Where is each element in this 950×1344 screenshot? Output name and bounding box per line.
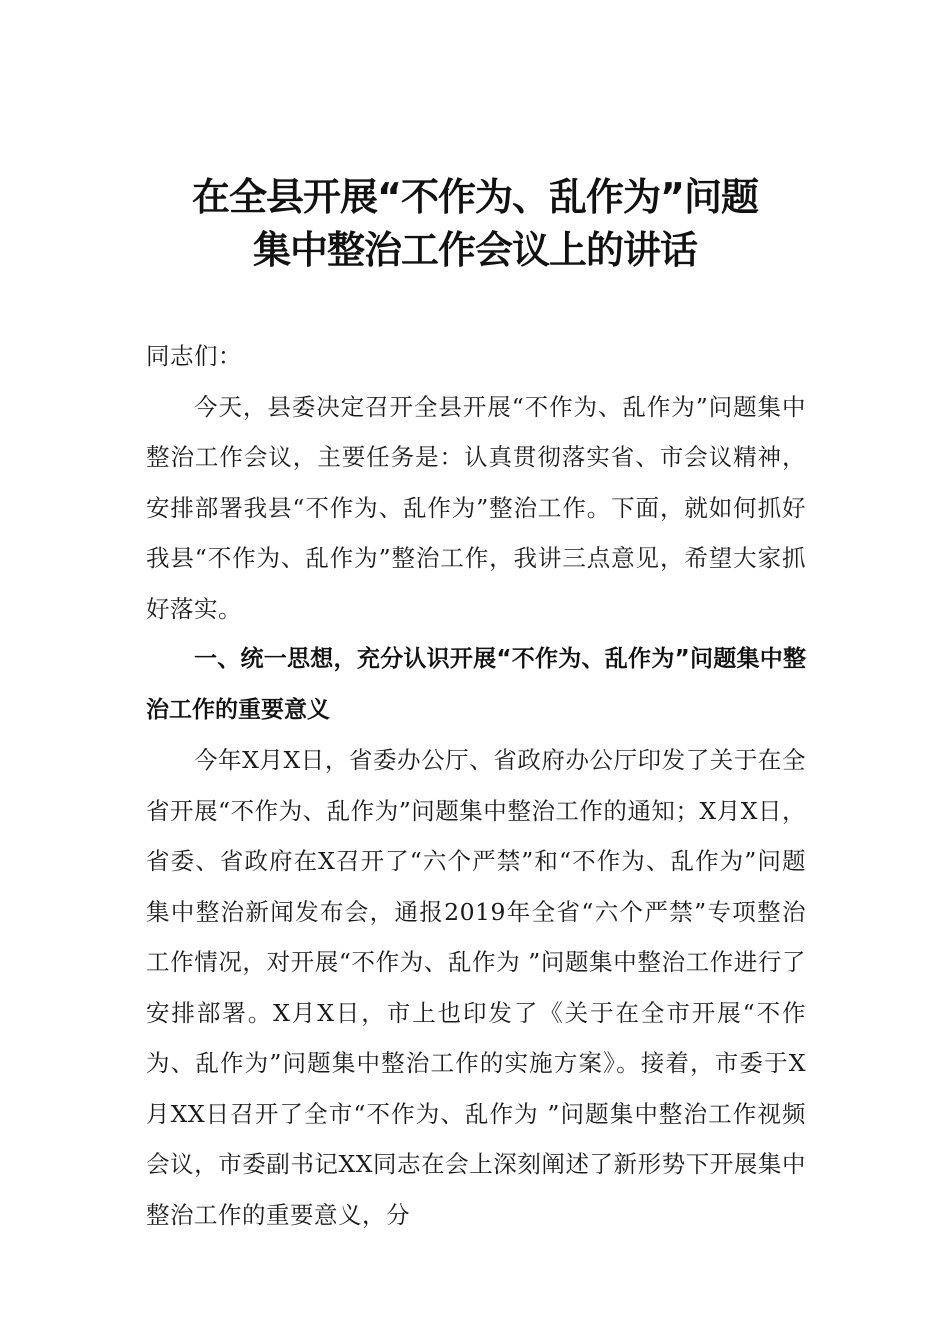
paragraph-intro: 今天，县委决定召开全县开展“不作为、乱作为”问题集中整治工作会议，主要任务是：认真贯彻落实省、市会议精神，安排部署我县“不作为、乱作为”整治工作。下面，就如何抓好我县“不作为、乱作为”整治工作，我讲三点意见，希望大家抓好落实。 <box>146 392 806 623</box>
document-body <box>146 331 806 1240</box>
paragraph-background: 今年X月X日，省委办公厅、省政府办公厅印发了关于在全省开展“不作为、乱作为”问题集中整治工作的通知；X月X日，省委、省政府在X召开了“六个严禁”和“不作为、乱作为”问题集中整治新闻发布会，通报2019年全省“六个严禁”专项整治工作情况，对开展“不作为、乱作为 ”问题集中整治工作进行了安排部署。X月X日，市上也印发了《关于在全市开展“不作为、乱作为”问题集中整治工作的实施方案》。接着，市委于X月XX日召开了全市“不作为、乱作为 ”问题集中整治工作视频会议，市委副书记XX同志在会上深刻阐述了新形势下开展集中整治工作的重要意义，分 <box>146 746 806 1229</box>
salutation: 同志们： <box>146 342 242 370</box>
section-heading-1: 一、统一思想，充分认识开展“不作为、乱作为”问题集中整治工作的重要意义 <box>146 646 806 723</box>
document-title-line-2: 集中整治工作会议上的讲话 <box>252 228 697 272</box>
document-title-line-1: 在全县开展“不作为、乱作为”问题 <box>192 175 758 219</box>
